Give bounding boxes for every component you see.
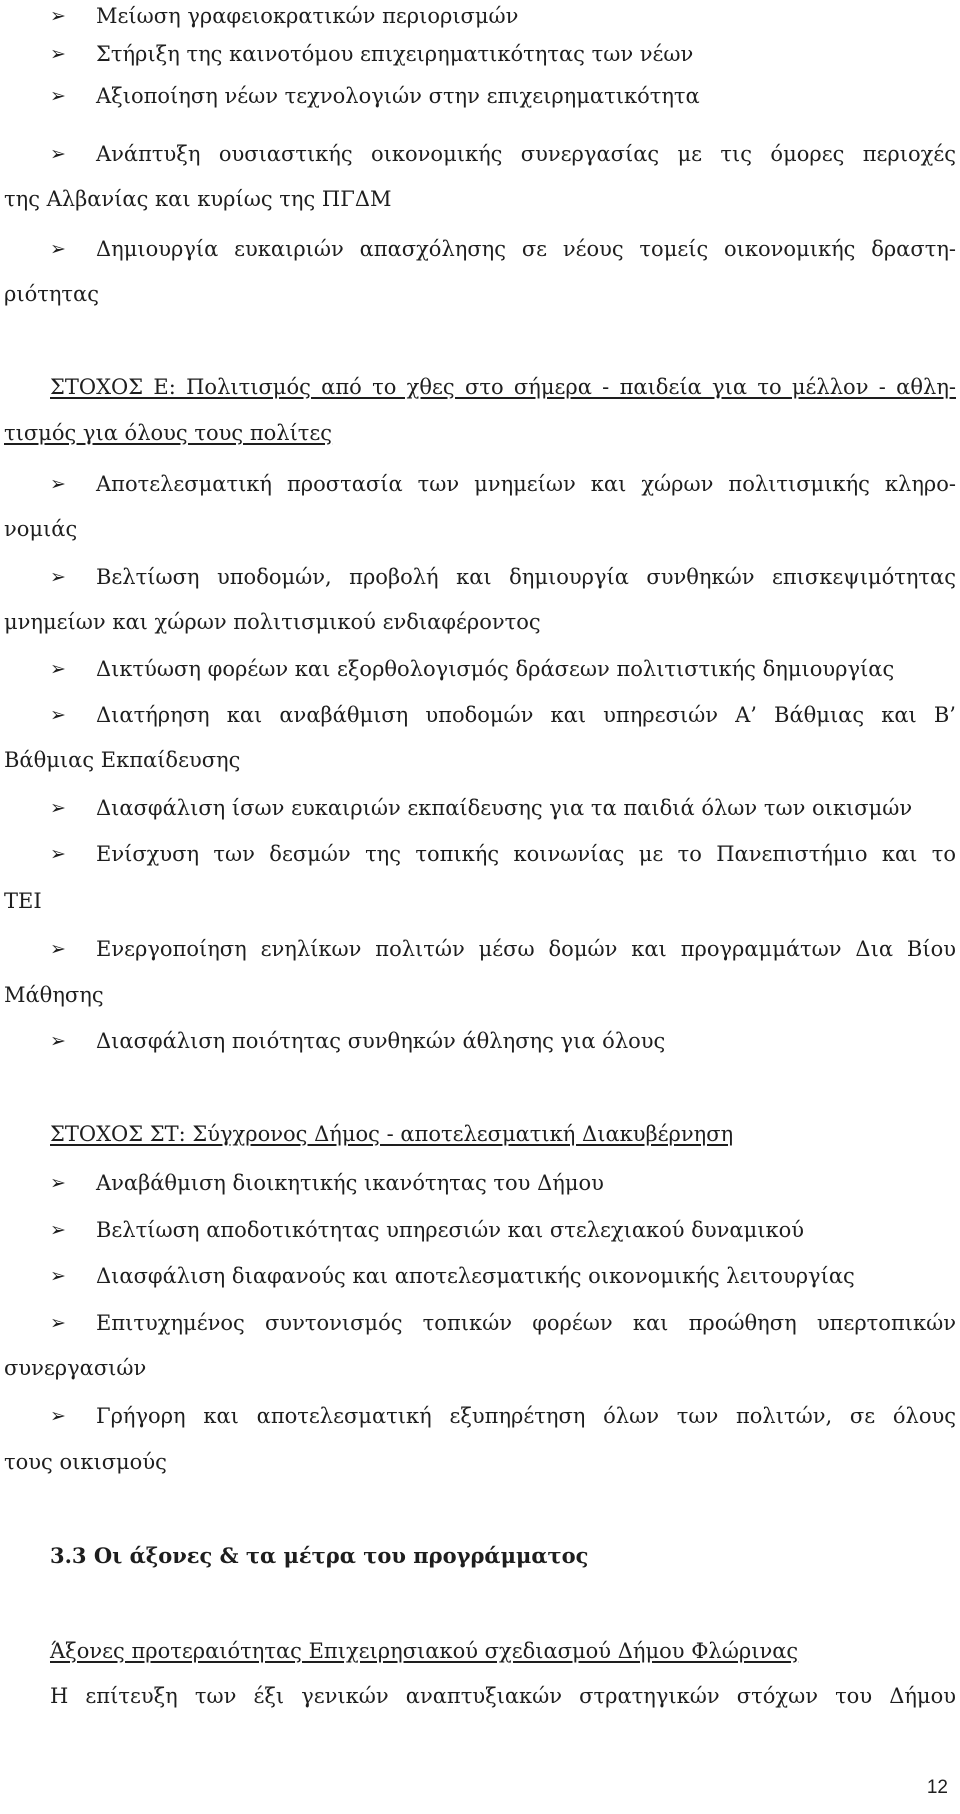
list-item: Επιτυχημένος συντονισμός τοπικών φορέων και προώθηση υπερτοπικών (96, 1311, 956, 1335)
page-number: 12 (926, 1777, 948, 1798)
list-item-continuation: τους οικισμούς (4, 1450, 167, 1474)
list-item-continuation: Μάθησης (4, 983, 104, 1007)
section-heading-continuation: τισμός για όλους τους πολίτες (4, 421, 333, 445)
bullet-icon: ➢ (50, 658, 66, 680)
list-item: Αποτελεσματική προστασία των μνημείων και χώρων πολιτισμικής κληρο- (96, 472, 956, 496)
bullet-icon: ➢ (50, 1265, 66, 1287)
list-item: Ενεργοποίηση ενηλίκων πολιτών μέσω δομών και προγραμμάτων Δια Βίου (96, 937, 956, 961)
bullet-icon: ➢ (50, 238, 66, 260)
list-item-continuation: της Αλβανίας και κυρίως της ΠΓΔΜ (4, 187, 392, 211)
bullet-icon: ➢ (50, 143, 66, 165)
list-item: Διασφάλιση ποιότητας συνθηκών άθλησης για όλους (96, 1029, 666, 1053)
list-item-continuation: ΤΕΙ (4, 889, 42, 913)
bullet-icon: ➢ (50, 566, 66, 588)
list-item: Διασφάλιση ίσων ευκαιριών εκπαίδευσης για τα παιδιά όλων των οικισμών (96, 796, 913, 820)
bullet-icon: ➢ (50, 1312, 66, 1334)
list-item-continuation: μνημείων και χώρων πολιτισμικού ενδιαφέροντος (4, 610, 541, 634)
list-item: Δικτύωση φορέων και εξορθολογισμός δράσεων πολιτιστικής δημιουργίας (96, 657, 895, 681)
bullet-icon: ➢ (50, 85, 66, 107)
list-item: Διασφάλιση διαφανούς και αποτελεσματικής οικονομικής λειτουργίας (96, 1264, 855, 1288)
section-title: 3.3 Οι άξονες & τα μέτρα του προγράμματος (50, 1543, 589, 1568)
list-item-continuation: ριότητας (4, 282, 99, 306)
subheading: Άξονες προτεραιότητας Επιχειρησιακού σχεδιασμού Δήμου Φλώρινας (50, 1639, 799, 1663)
list-item: Βελτίωση αποδοτικότητας υπηρεσιών και στελεχιακού δυναμικού (96, 1218, 805, 1242)
list-item: Ανάπτυξη ουσιαστικής οικονομικής συνεργασίας με τις όμορες περιοχές (96, 142, 956, 166)
list-item: Αναβάθμιση διοικητικής ικανότητας του Δήμου (96, 1171, 604, 1195)
list-item: Δημιουργία ευκαιριών απασχόλησης σε νέους τομείς οικονομικής δραστη- (96, 237, 956, 261)
bullet-icon: ➢ (50, 1219, 66, 1241)
bullet-icon: ➢ (50, 797, 66, 819)
bullet-icon: ➢ (50, 473, 66, 495)
section-heading: ΣΤΟΧΟΣ ΣΤ: Σύγχρονος Δήμος - αποτελεσματική Διακυβέρνηση (50, 1122, 734, 1146)
bullet-icon: ➢ (50, 1172, 66, 1194)
list-item: Γρήγορη και αποτελεσματική εξυπηρέτηση όλων των πολιτών, σε όλους (96, 1404, 956, 1428)
list-item-continuation: Βάθμιας Εκπαίδευσης (4, 748, 241, 772)
bullet-icon: ➢ (50, 1030, 66, 1052)
bullet-icon: ➢ (50, 843, 66, 865)
list-item-continuation: νομιάς (4, 517, 78, 541)
paragraph-line: Η επίτευξη των έξι γενικών αναπτυξιακών στρατηγικών στόχων του Δήμου (50, 1684, 956, 1708)
list-item: Αξιοποίηση νέων τεχνολογιών στην επιχειρηματικότητα (96, 84, 700, 108)
list-item: Διατήρηση και αναβάθμιση υποδομών και υπηρεσιών Α’ Βάθμιας και Β’ (96, 703, 956, 727)
bullet-icon: ➢ (50, 938, 66, 960)
list-item: Βελτίωση υποδομών, προβολή και δημιουργία συνθηκών επισκεψιμότητας (96, 565, 956, 589)
list-item: Στήριξη της καινοτόμου επιχειρηματικότητας των νέων (96, 42, 694, 66)
list-item: Ενίσχυση των δεσμών της τοπικής κοινωνίας με το Πανεπιστήμιο και το (96, 842, 956, 866)
bullet-icon: ➢ (50, 43, 66, 65)
bullet-icon: ➢ (50, 5, 66, 27)
list-item-continuation: συνεργασιών (4, 1356, 147, 1380)
section-heading: ΣΤΟΧΟΣ Ε: Πολιτισμός από το χθες στο σήμερα - παιδεία για το μέλλον - αθλη- (50, 375, 956, 399)
bullet-icon: ➢ (50, 1405, 66, 1427)
bullet-icon: ➢ (50, 704, 66, 726)
list-item: Μείωση γραφειοκρατικών περιορισμών (96, 4, 519, 28)
